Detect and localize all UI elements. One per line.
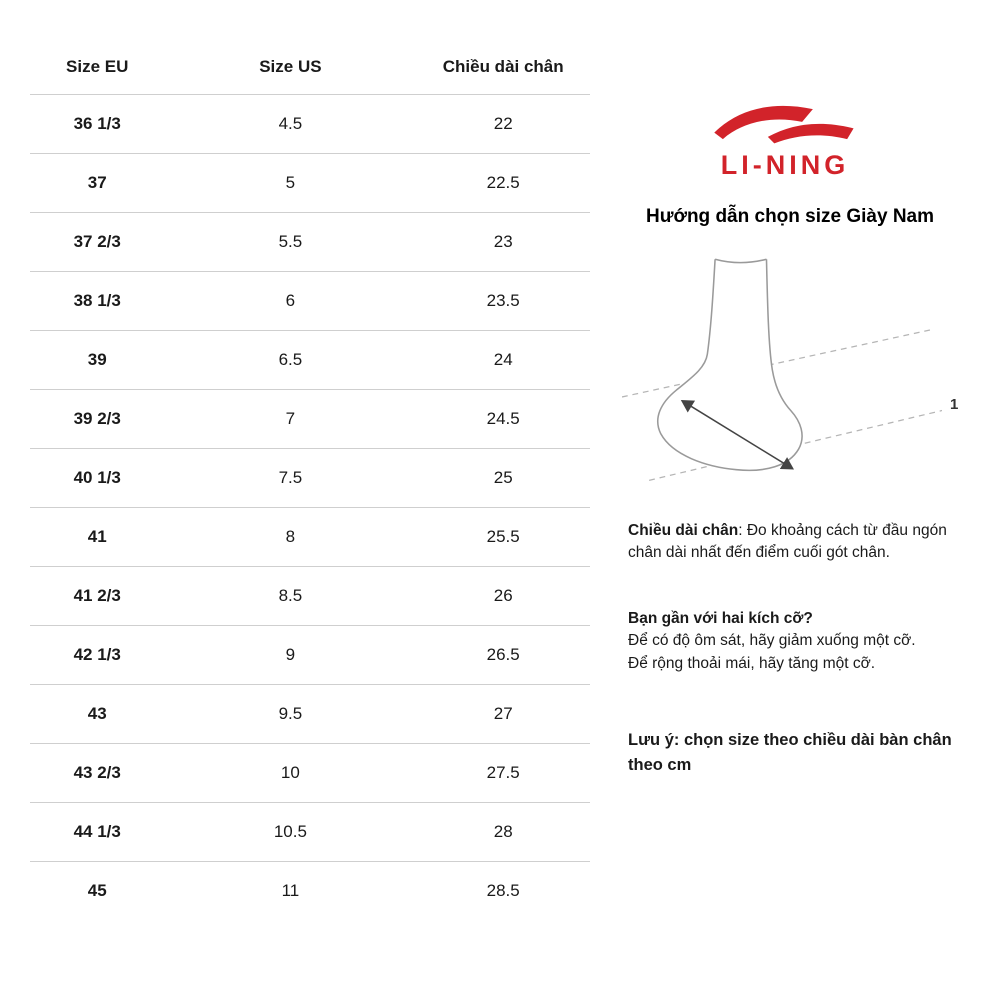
size-us-cell: 10 (280, 763, 300, 782)
header-size-eu: Size EU (66, 57, 129, 76)
size-chart-table (30, 40, 590, 920)
table-row (30, 95, 590, 154)
table-row (30, 449, 590, 508)
figure-number-label: 1 (950, 396, 959, 413)
size-us-cell: 9 (285, 645, 296, 664)
foot-length-cell: 22.5 (486, 173, 520, 192)
table-row (30, 744, 590, 803)
page-title: Hướng dẫn chọn size Giày Nam (645, 206, 935, 227)
header-size-us: Size US (259, 57, 322, 76)
foot-measurement-illustration (622, 252, 942, 507)
note-paragraph: Lưu ý: chọn size theo chiều dài bàn chân theo cm (628, 731, 952, 774)
two-sizes-line2: Để rộng thoải mái, hãy tăng một cỡ. (628, 654, 876, 672)
foot-length-cell: 22 (493, 114, 513, 133)
size-us-cell: 7 (285, 409, 296, 428)
size-eu-cell: 40 1/3 (73, 468, 121, 487)
size-table-body (30, 95, 590, 921)
table-row (30, 685, 590, 744)
size-eu-cell: 43 2/3 (73, 763, 121, 782)
size-us-cell: 5.5 (278, 232, 303, 251)
size-us-cell: 6.5 (278, 350, 303, 369)
size-us-cell: 9.5 (278, 704, 303, 723)
size-eu-cell: 43 (87, 704, 107, 723)
size-us-cell: 6 (285, 291, 296, 310)
table-row (30, 567, 590, 626)
table-row (30, 272, 590, 331)
table-row (30, 862, 590, 921)
size-us-cell: 7.5 (278, 468, 303, 487)
foot-length-paragraph (628, 520, 960, 565)
foot-length-cell: 28 (493, 822, 513, 841)
two-sizes-paragraph (628, 608, 960, 675)
foot-length-term: Chiều dài chân (628, 522, 739, 539)
foot-length-cell: 26.5 (486, 645, 520, 664)
size-eu-cell: 45 (87, 881, 107, 900)
lining-logo-icon (710, 100, 860, 146)
foot-length-cell: 27.5 (486, 763, 520, 782)
size-us-cell: 4.5 (278, 114, 303, 133)
foot-length-cell: 24 (493, 350, 513, 369)
foot-length-cell: 23.5 (486, 291, 520, 310)
two-sizes-line1: Để có độ ôm sát, hãy giảm xuống một cỡ. (628, 632, 916, 650)
table-row (30, 213, 590, 272)
brand-logo (660, 100, 910, 181)
foot-length-cell: 26 (493, 586, 513, 605)
size-eu-cell: 41 (87, 527, 107, 546)
foot-length-cell: 23 (493, 232, 513, 251)
foot-length-description: : Đo khoảng cách từ đầu ngón chân dài nhất đến điểm cuối gót chân. (628, 522, 947, 562)
header-foot-length: Chiều dài chân (442, 57, 564, 76)
table-row (30, 803, 590, 862)
size-eu-cell: 36 1/3 (73, 114, 121, 133)
size-eu-cell: 37 2/3 (73, 232, 121, 251)
table-header-row (30, 40, 590, 95)
size-us-cell: 8 (285, 527, 296, 546)
table-row (30, 508, 590, 567)
foot-length-cell: 27 (493, 704, 513, 723)
size-eu-cell: 37 (87, 173, 107, 192)
size-us-cell: 10.5 (273, 822, 307, 841)
table-row (30, 626, 590, 685)
brand-logo-text: LI-NING (720, 150, 850, 180)
size-us-cell: 11 (281, 881, 300, 900)
table-row (30, 390, 590, 449)
size-eu-cell: 41 2/3 (73, 586, 121, 605)
size-eu-cell: 38 1/3 (73, 291, 121, 310)
foot-length-cell: 25.5 (486, 527, 520, 546)
foot-length-cell: 24.5 (486, 409, 520, 428)
size-eu-cell: 39 (87, 350, 107, 369)
size-us-cell: 5 (285, 173, 296, 192)
two-sizes-heading: Bạn gần với hai kích cỡ? (628, 610, 813, 627)
size-eu-cell: 39 2/3 (73, 409, 121, 428)
size-eu-cell: 42 1/3 (73, 645, 121, 664)
table-row (30, 331, 590, 390)
size-eu-cell: 44 1/3 (73, 822, 121, 841)
size-us-cell: 8.5 (278, 586, 303, 605)
foot-length-cell: 25 (493, 468, 513, 487)
table-row (30, 154, 590, 213)
foot-length-cell: 28.5 (486, 881, 520, 900)
